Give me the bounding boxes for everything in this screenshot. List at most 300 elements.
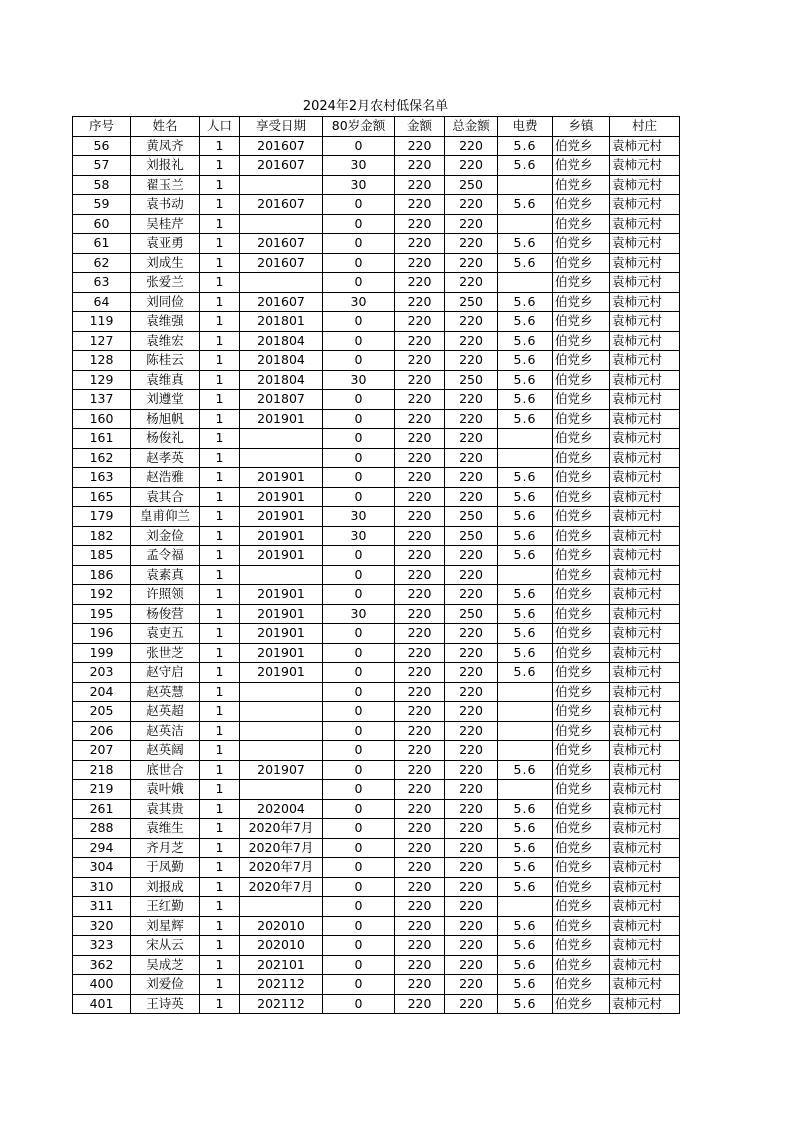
cell-village: 袁柿元村 (610, 663, 680, 683)
cell-population: 1 (200, 702, 240, 722)
cell-start-date: 201801 (240, 312, 323, 332)
cell-population: 1 (200, 624, 240, 644)
cell-index: 162 (73, 448, 131, 468)
cell-start-date: 201901 (240, 468, 323, 488)
table-row (73, 546, 680, 566)
cell-village: 袁柿元村 (610, 799, 680, 819)
cell-start-date (240, 448, 323, 468)
col-header-population: 人口 (200, 117, 240, 137)
cell-electricity: 5.6 (498, 760, 553, 780)
cell-electricity (498, 448, 553, 468)
cell-amount: 220 (395, 741, 445, 761)
cell-name: 杨俊营 (131, 604, 200, 624)
cell-amount: 220 (395, 546, 445, 566)
cell-age80-amount: 0 (323, 682, 395, 702)
cell-amount: 220 (395, 429, 445, 449)
cell-start-date (240, 273, 323, 293)
cell-population: 1 (200, 877, 240, 897)
cell-population: 1 (200, 312, 240, 332)
cell-index: 294 (73, 838, 131, 858)
cell-total: 220 (445, 585, 498, 605)
table-row (73, 195, 680, 215)
cell-age80-amount: 0 (323, 838, 395, 858)
cell-population: 1 (200, 936, 240, 956)
cell-electricity (498, 175, 553, 195)
cell-town: 伯党乡 (553, 643, 610, 663)
cell-name: 皇甫仰兰 (131, 507, 200, 527)
cell-electricity (498, 721, 553, 741)
cell-name: 袁维宏 (131, 331, 200, 351)
cell-start-date (240, 565, 323, 585)
cell-town: 伯党乡 (553, 624, 610, 644)
cell-village: 袁柿元村 (610, 604, 680, 624)
cell-electricity: 5.6 (498, 624, 553, 644)
cell-age80-amount: 0 (323, 780, 395, 800)
cell-population: 1 (200, 390, 240, 410)
cell-name: 刘同俭 (131, 292, 200, 312)
table-row (73, 253, 680, 273)
cell-village: 袁柿元村 (610, 936, 680, 956)
cell-town: 伯党乡 (553, 877, 610, 897)
cell-village: 袁柿元村 (610, 858, 680, 878)
cell-index: 218 (73, 760, 131, 780)
cell-total: 220 (445, 273, 498, 293)
cell-population: 1 (200, 838, 240, 858)
cell-population: 1 (200, 780, 240, 800)
cell-index: 192 (73, 585, 131, 605)
cell-age80-amount: 30 (323, 526, 395, 546)
cell-name: 赵浩雅 (131, 468, 200, 488)
cell-start-date: 202010 (240, 916, 323, 936)
cell-name: 刘金俭 (131, 526, 200, 546)
cell-total: 220 (445, 877, 498, 897)
cell-total: 220 (445, 721, 498, 741)
cell-age80-amount: 30 (323, 156, 395, 176)
cell-village: 袁柿元村 (610, 565, 680, 585)
cell-electricity: 5.6 (498, 468, 553, 488)
cell-start-date: 202112 (240, 994, 323, 1014)
cell-electricity: 5.6 (498, 643, 553, 663)
cell-index: 165 (73, 487, 131, 507)
cell-amount: 220 (395, 468, 445, 488)
cell-start-date: 2020年7月 (240, 877, 323, 897)
cell-village: 袁柿元村 (610, 448, 680, 468)
cell-age80-amount: 0 (323, 741, 395, 761)
cell-index: 60 (73, 214, 131, 234)
cell-electricity: 5.6 (498, 253, 553, 273)
cell-index: 185 (73, 546, 131, 566)
cell-name: 刘遵堂 (131, 390, 200, 410)
cell-village: 袁柿元村 (610, 819, 680, 839)
cell-village: 袁柿元村 (610, 897, 680, 917)
cell-electricity: 5.6 (498, 312, 553, 332)
cell-town: 伯党乡 (553, 546, 610, 566)
table-row (73, 409, 680, 429)
cell-total: 220 (445, 195, 498, 215)
cell-total: 220 (445, 936, 498, 956)
cell-village: 袁柿元村 (610, 468, 680, 488)
cell-electricity: 5.6 (498, 156, 553, 176)
cell-index: 128 (73, 351, 131, 371)
cell-population: 1 (200, 663, 240, 683)
cell-age80-amount: 0 (323, 409, 395, 429)
cell-total: 220 (445, 546, 498, 566)
cell-electricity (498, 214, 553, 234)
cell-town: 伯党乡 (553, 312, 610, 332)
cell-index: 64 (73, 292, 131, 312)
cell-town: 伯党乡 (553, 702, 610, 722)
table-header (73, 117, 680, 137)
table-row (73, 487, 680, 507)
col-header-village: 村庄 (610, 117, 680, 137)
cell-name: 吴成芝 (131, 955, 200, 975)
cell-name: 袁亚勇 (131, 234, 200, 254)
cell-name: 赵英阔 (131, 741, 200, 761)
cell-electricity: 5.6 (498, 136, 553, 156)
table-row (73, 292, 680, 312)
cell-amount: 220 (395, 897, 445, 917)
cell-total: 250 (445, 292, 498, 312)
table-row (73, 819, 680, 839)
cell-start-date: 201607 (240, 136, 323, 156)
cell-amount: 220 (395, 370, 445, 390)
cell-index: 311 (73, 897, 131, 917)
cell-village: 袁柿元村 (610, 838, 680, 858)
cell-name: 赵英超 (131, 702, 200, 722)
cell-population: 1 (200, 760, 240, 780)
cell-village: 袁柿元村 (610, 292, 680, 312)
cell-name: 赵孝英 (131, 448, 200, 468)
cell-village: 袁柿元村 (610, 253, 680, 273)
table-row (73, 585, 680, 605)
cell-population: 1 (200, 897, 240, 917)
cell-start-date: 202004 (240, 799, 323, 819)
cell-town: 伯党乡 (553, 916, 610, 936)
roster-table (72, 116, 680, 1014)
cell-town: 伯党乡 (553, 370, 610, 390)
cell-electricity: 5.6 (498, 390, 553, 410)
table-row (73, 858, 680, 878)
cell-town: 伯党乡 (553, 351, 610, 371)
cell-village: 袁柿元村 (610, 273, 680, 293)
table-row (73, 468, 680, 488)
table-row (73, 273, 680, 293)
cell-town: 伯党乡 (553, 468, 610, 488)
cell-amount: 220 (395, 487, 445, 507)
cell-village: 袁柿元村 (610, 721, 680, 741)
cell-total: 220 (445, 448, 498, 468)
cell-population: 1 (200, 585, 240, 605)
cell-amount: 220 (395, 682, 445, 702)
table-row (73, 390, 680, 410)
table-row (73, 721, 680, 741)
cell-population: 1 (200, 916, 240, 936)
cell-start-date: 201807 (240, 390, 323, 410)
cell-age80-amount: 0 (323, 897, 395, 917)
cell-start-date (240, 897, 323, 917)
cell-town: 伯党乡 (553, 955, 610, 975)
cell-amount: 220 (395, 448, 445, 468)
cell-index: 163 (73, 468, 131, 488)
table-row (73, 975, 680, 995)
cell-start-date: 201804 (240, 351, 323, 371)
cell-age80-amount: 0 (323, 331, 395, 351)
cell-population: 1 (200, 214, 240, 234)
cell-town: 伯党乡 (553, 897, 610, 917)
cell-population: 1 (200, 273, 240, 293)
cell-population: 1 (200, 351, 240, 371)
cell-village: 袁柿元村 (610, 877, 680, 897)
cell-electricity (498, 682, 553, 702)
table-row (73, 526, 680, 546)
cell-name: 黄凤齐 (131, 136, 200, 156)
table-row (73, 916, 680, 936)
cell-name: 刘星辉 (131, 916, 200, 936)
cell-start-date (240, 214, 323, 234)
table-row (73, 780, 680, 800)
cell-index: 400 (73, 975, 131, 995)
table-row (73, 604, 680, 624)
document-title: 2024年2月农村低保名单 (302, 99, 449, 114)
cell-age80-amount: 0 (323, 585, 395, 605)
cell-electricity: 5.6 (498, 331, 553, 351)
cell-amount: 220 (395, 721, 445, 741)
cell-population: 1 (200, 156, 240, 176)
cell-electricity (498, 780, 553, 800)
col-header-electricity: 电费 (498, 117, 553, 137)
cell-age80-amount: 0 (323, 955, 395, 975)
cell-village: 袁柿元村 (610, 780, 680, 800)
cell-total: 220 (445, 643, 498, 663)
cell-age80-amount: 0 (323, 312, 395, 332)
cell-age80-amount: 0 (323, 136, 395, 156)
cell-total: 250 (445, 526, 498, 546)
cell-town: 伯党乡 (553, 507, 610, 527)
cell-population: 1 (200, 643, 240, 663)
table-row (73, 994, 680, 1014)
cell-town: 伯党乡 (553, 721, 610, 741)
cell-total: 220 (445, 994, 498, 1014)
cell-village: 袁柿元村 (610, 156, 680, 176)
cell-age80-amount: 0 (323, 565, 395, 585)
cell-amount: 220 (395, 273, 445, 293)
cell-electricity: 5.6 (498, 351, 553, 371)
cell-electricity: 5.6 (498, 819, 553, 839)
cell-age80-amount: 0 (323, 643, 395, 663)
cell-town: 伯党乡 (553, 526, 610, 546)
cell-village: 袁柿元村 (610, 390, 680, 410)
table-row (73, 799, 680, 819)
cell-index: 323 (73, 936, 131, 956)
cell-electricity: 5.6 (498, 936, 553, 956)
cell-amount: 220 (395, 585, 445, 605)
cell-index: 56 (73, 136, 131, 156)
cell-total: 220 (445, 214, 498, 234)
cell-name: 袁其合 (131, 487, 200, 507)
cell-population: 1 (200, 994, 240, 1014)
cell-amount: 220 (395, 136, 445, 156)
cell-town: 伯党乡 (553, 234, 610, 254)
cell-age80-amount: 30 (323, 292, 395, 312)
cell-electricity: 5.6 (498, 799, 553, 819)
cell-total: 220 (445, 487, 498, 507)
cell-total: 220 (445, 429, 498, 449)
cell-amount: 220 (395, 702, 445, 722)
cell-village: 袁柿元村 (610, 234, 680, 254)
cell-start-date: 201901 (240, 507, 323, 527)
cell-village: 袁柿元村 (610, 214, 680, 234)
cell-age80-amount: 0 (323, 468, 395, 488)
table-row (73, 702, 680, 722)
cell-town: 伯党乡 (553, 156, 610, 176)
cell-amount: 220 (395, 312, 445, 332)
cell-age80-amount: 0 (323, 448, 395, 468)
cell-start-date (240, 682, 323, 702)
table-row (73, 838, 680, 858)
cell-total: 220 (445, 390, 498, 410)
table-row (73, 682, 680, 702)
cell-village: 袁柿元村 (610, 760, 680, 780)
cell-electricity (498, 897, 553, 917)
cell-age80-amount: 0 (323, 390, 395, 410)
table-row (73, 643, 680, 663)
cell-index: 401 (73, 994, 131, 1014)
cell-amount: 220 (395, 624, 445, 644)
cell-population: 1 (200, 331, 240, 351)
cell-total: 250 (445, 175, 498, 195)
cell-age80-amount: 0 (323, 546, 395, 566)
table-row (73, 877, 680, 897)
cell-name: 刘报礼 (131, 156, 200, 176)
table-row (73, 507, 680, 527)
cell-town: 伯党乡 (553, 838, 610, 858)
cell-index: 199 (73, 643, 131, 663)
cell-total: 220 (445, 136, 498, 156)
cell-amount: 220 (395, 175, 445, 195)
cell-name: 刘爱俭 (131, 975, 200, 995)
cell-amount: 220 (395, 195, 445, 215)
cell-name: 袁吏五 (131, 624, 200, 644)
table-row (73, 448, 680, 468)
cell-age80-amount: 0 (323, 975, 395, 995)
cell-start-date: 2020年7月 (240, 858, 323, 878)
cell-index: 57 (73, 156, 131, 176)
cell-total: 220 (445, 897, 498, 917)
cell-population: 1 (200, 526, 240, 546)
cell-name: 赵守启 (131, 663, 200, 683)
cell-name: 袁维强 (131, 312, 200, 332)
cell-start-date (240, 780, 323, 800)
cell-town: 伯党乡 (553, 429, 610, 449)
cell-total: 220 (445, 819, 498, 839)
cell-electricity: 5.6 (498, 234, 553, 254)
cell-town: 伯党乡 (553, 819, 610, 839)
cell-population: 1 (200, 234, 240, 254)
cell-start-date: 201901 (240, 546, 323, 566)
cell-total: 220 (445, 312, 498, 332)
cell-name: 袁书动 (131, 195, 200, 215)
cell-village: 袁柿元村 (610, 546, 680, 566)
cell-name: 孟令福 (131, 546, 200, 566)
cell-start-date: 201804 (240, 331, 323, 351)
cell-index: 182 (73, 526, 131, 546)
cell-index: 186 (73, 565, 131, 585)
cell-index: 61 (73, 234, 131, 254)
cell-total: 220 (445, 253, 498, 273)
cell-age80-amount: 0 (323, 799, 395, 819)
cell-start-date: 201901 (240, 409, 323, 429)
cell-village: 袁柿元村 (610, 916, 680, 936)
cell-village: 袁柿元村 (610, 975, 680, 995)
cell-name: 刘报成 (131, 877, 200, 897)
cell-index: 310 (73, 877, 131, 897)
cell-name: 袁其贵 (131, 799, 200, 819)
cell-total: 220 (445, 760, 498, 780)
cell-town: 伯党乡 (553, 565, 610, 585)
cell-amount: 220 (395, 858, 445, 878)
cell-start-date: 202101 (240, 955, 323, 975)
cell-total: 250 (445, 507, 498, 527)
cell-start-date: 201901 (240, 643, 323, 663)
cell-index: 288 (73, 819, 131, 839)
cell-total: 220 (445, 624, 498, 644)
cell-population: 1 (200, 195, 240, 215)
table-row (73, 955, 680, 975)
cell-electricity: 5.6 (498, 507, 553, 527)
cell-amount: 220 (395, 214, 445, 234)
cell-start-date: 201607 (240, 195, 323, 215)
cell-index: 219 (73, 780, 131, 800)
cell-amount: 220 (395, 780, 445, 800)
cell-total: 250 (445, 370, 498, 390)
cell-population: 1 (200, 136, 240, 156)
cell-village: 袁柿元村 (610, 429, 680, 449)
table-row (73, 331, 680, 351)
cell-town: 伯党乡 (553, 390, 610, 410)
cell-population: 1 (200, 955, 240, 975)
cell-age80-amount: 30 (323, 507, 395, 527)
cell-amount: 220 (395, 819, 445, 839)
cell-town: 伯党乡 (553, 604, 610, 624)
cell-age80-amount: 30 (323, 604, 395, 624)
cell-start-date: 202112 (240, 975, 323, 995)
cell-amount: 220 (395, 604, 445, 624)
col-header-index: 序号 (73, 117, 131, 137)
cell-index: 205 (73, 702, 131, 722)
cell-name: 齐月芝 (131, 838, 200, 858)
cell-start-date: 201607 (240, 292, 323, 312)
cell-index: 320 (73, 916, 131, 936)
col-header-age80-amount: 80岁金额 (323, 117, 395, 137)
cell-start-date: 201804 (240, 370, 323, 390)
cell-total: 250 (445, 604, 498, 624)
table-row (73, 663, 680, 683)
cell-electricity (498, 565, 553, 585)
table-row (73, 156, 680, 176)
cell-electricity: 5.6 (498, 877, 553, 897)
cell-name: 翟玉兰 (131, 175, 200, 195)
cell-population: 1 (200, 448, 240, 468)
cell-index: 304 (73, 858, 131, 878)
cell-total: 220 (445, 916, 498, 936)
cell-age80-amount: 0 (323, 624, 395, 644)
cell-start-date: 201901 (240, 526, 323, 546)
cell-population: 1 (200, 682, 240, 702)
cell-electricity: 5.6 (498, 409, 553, 429)
cell-total: 220 (445, 975, 498, 995)
cell-amount: 220 (395, 955, 445, 975)
cell-total: 220 (445, 858, 498, 878)
